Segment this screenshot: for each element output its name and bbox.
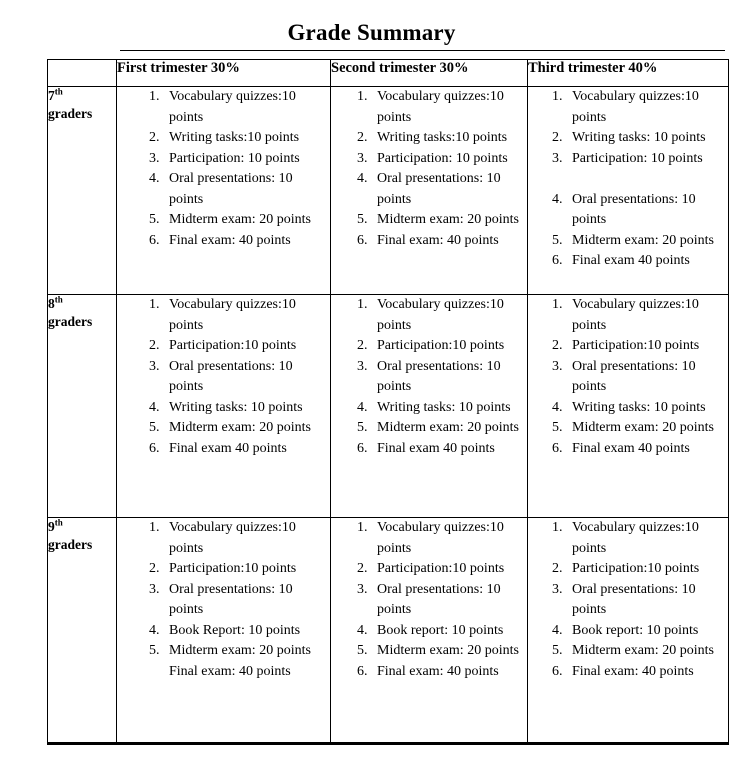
grade-word: graders — [48, 313, 93, 329]
list-item: 4. Book Report: 10 points — [163, 621, 330, 642]
list-item: 2. Participation:10 points — [566, 559, 728, 580]
table-row — [48, 295, 729, 518]
list-item: 5. Midterm exam: 20 points — [371, 210, 527, 231]
points-list — [528, 295, 728, 459]
table-row — [48, 518, 729, 744]
list-item: 5. Midterm exam: 20 points — [371, 418, 527, 439]
list-item: 6. Final exam 40 points — [566, 439, 728, 460]
list-item: 3. Oral presentations: 10 points — [163, 580, 330, 621]
list-item: 4. Book report: 10 points — [371, 621, 527, 642]
list-item: 3. Oral presentations: 10 points — [566, 580, 728, 621]
grade-ordinal-suffix: th — [54, 294, 63, 305]
list-item: 1. Vocabulary quizzes:10 points — [566, 87, 728, 128]
grade-number: 8 — [48, 296, 55, 311]
list-item: 6. Final exam: 40 points — [371, 231, 527, 252]
list-item: 1. Vocabulary quizzes:10 points — [371, 87, 527, 128]
cell-grade9-trimester2 — [331, 518, 528, 744]
list-item: 3. Oral presentations: 10 points — [163, 357, 330, 398]
cell-grade7-trimester3 — [528, 87, 729, 295]
list-item: 4. Oral presentations: 10 points — [371, 169, 527, 210]
list-item: 4. Writing tasks: 10 points — [371, 398, 527, 419]
points-list — [331, 87, 527, 251]
list-item: 3. Participation: 10 points — [371, 149, 527, 170]
points-list — [528, 87, 728, 272]
grade-summary-table — [47, 59, 729, 745]
grade-word: graders — [48, 536, 93, 552]
list-item: 1. Vocabulary quizzes:10 points — [371, 295, 527, 336]
list-item: Final exam: 40 points — [169, 663, 291, 679]
table-row — [48, 87, 729, 295]
list-item: 2. Participation:10 points — [371, 336, 527, 357]
list-item: 6. Final exam 40 points — [371, 439, 527, 460]
points-list — [117, 87, 330, 251]
list-item: 1. Vocabulary quizzes:10 points — [163, 87, 330, 128]
header-cell-trimester-2: Second trimester 30% — [331, 60, 528, 87]
list-item: 1. Vocabulary quizzes:10 points — [566, 295, 728, 336]
list-item: 2. Participation:10 points — [163, 336, 330, 357]
cell-grade8-trimester2 — [331, 295, 528, 518]
list-item: 6. Final exam: 40 points — [566, 662, 728, 683]
list-item: 1. Vocabulary quizzes:10 points — [163, 518, 330, 559]
list-item: 3. Oral presentations: 10 points — [371, 357, 527, 398]
list-item: 3. Participation: 10 points — [566, 149, 728, 170]
grade-number: 7 — [48, 88, 55, 103]
list-item: 5. Midterm exam: 20 points — [163, 418, 330, 439]
list-item: 1. Vocabulary quizzes:10 points — [566, 518, 728, 559]
cell-grade9-trimester3 — [528, 518, 729, 744]
title-underline-rule — [120, 50, 725, 51]
list-item: 6. Final exam: 40 points — [163, 231, 330, 252]
cell-grade9-trimester1 — [117, 518, 331, 744]
cell-grade7-trimester2 — [331, 87, 528, 295]
list-item: 2. Writing tasks:10 points — [163, 128, 330, 149]
list-item: 5. Midterm exam: 20 points — [371, 641, 527, 662]
points-list — [117, 295, 330, 459]
grade-ordinal-suffix: th — [54, 517, 63, 528]
points-list — [331, 518, 527, 682]
list-item: 3. Oral presentations: 10 points — [566, 357, 728, 398]
list-item: 4. Oral presentations: 10 points — [566, 190, 728, 231]
row-label-grade-9 — [48, 518, 117, 744]
list-item: 5. Midterm exam: 20 points — [566, 418, 728, 439]
points-list — [331, 295, 527, 459]
list-item: 2. Participation:10 points — [566, 336, 728, 357]
list-item: 6. Final exam 40 points — [163, 439, 330, 460]
list-item: 1. Vocabulary quizzes:10 points — [371, 518, 527, 559]
list-item: 1. Vocabulary quizzes:10 points — [163, 295, 330, 336]
list-item: 4. Writing tasks: 10 points — [566, 398, 728, 419]
grade-ordinal-suffix: th — [54, 86, 63, 97]
list-item: 2. Writing tasks:10 points — [371, 128, 527, 149]
cell-grade7-trimester1 — [117, 87, 331, 295]
list-item: 4. Oral presentations: 10 points — [163, 169, 330, 210]
page-title: Grade Summary — [287, 20, 456, 45]
list-item: 5. Midterm exam: 20 points — [163, 641, 330, 662]
list-item: 4. Writing tasks: 10 points — [163, 398, 330, 419]
points-list — [528, 518, 728, 682]
points-list — [117, 518, 330, 682]
header-cell-blank — [48, 60, 117, 87]
list-item: 2. Participation:10 points — [163, 559, 330, 580]
grade-word: graders — [48, 105, 93, 121]
list-item: 5. Midterm exam: 20 points — [566, 231, 728, 252]
grade-number: 9 — [48, 519, 55, 534]
cell-grade8-trimester1 — [117, 295, 331, 518]
list-item: 5. Midterm exam: 20 points — [163, 210, 330, 231]
header-cell-trimester-1: First trimester 30% — [117, 60, 331, 87]
list-item: 2. Writing tasks: 10 points — [566, 128, 728, 149]
list-item: 6. Final exam 40 points — [566, 251, 728, 272]
row-label-grade-8 — [48, 295, 117, 518]
list-item: 4. Book report: 10 points — [566, 621, 728, 642]
cell-grade8-trimester3 — [528, 295, 729, 518]
list-item: 5. Midterm exam: 20 points — [566, 641, 728, 662]
row-label-grade-7 — [48, 87, 117, 295]
header-cell-trimester-3: Third trimester 40% — [528, 60, 729, 87]
table-header-row — [48, 60, 729, 87]
list-item: 6. Final exam: 40 points — [371, 662, 527, 683]
list-item: 3. Participation: 10 points — [163, 149, 330, 170]
list-item: 3. Oral presentations: 10 points — [371, 580, 527, 621]
list-item: 2. Participation:10 points — [371, 559, 527, 580]
